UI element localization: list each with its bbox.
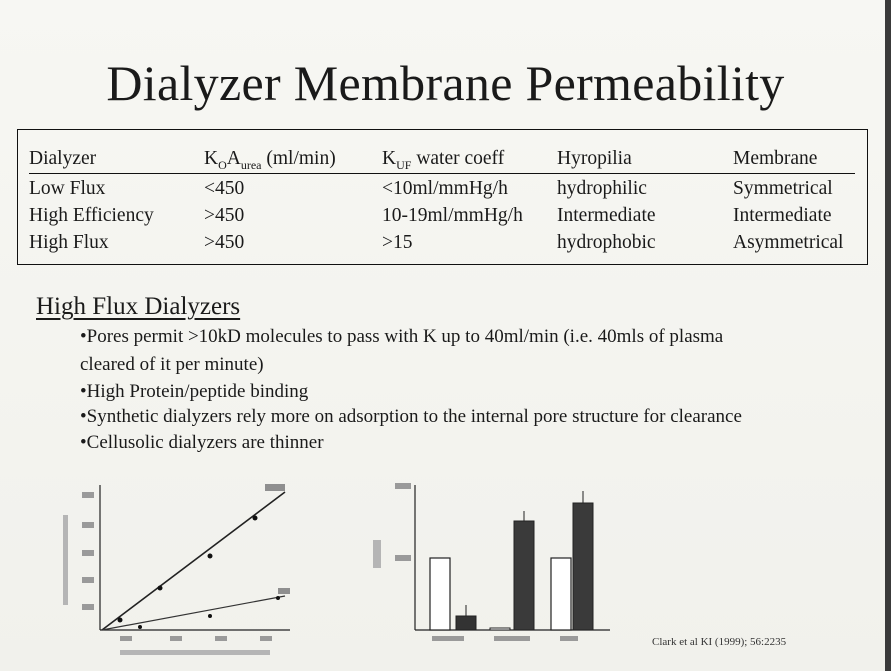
row1-kuf: <10ml/mmHg/h (382, 178, 508, 199)
page-title: Dialyzer Membrane Permeability (106, 55, 785, 111)
row3-hyropilia: hydrophobic (557, 232, 656, 253)
line-plot-xlabel-smudge (120, 650, 270, 655)
line-plot-axes (100, 485, 290, 630)
row3-kuf: >15 (382, 232, 413, 253)
section-heading: High Flux Dialyzers (36, 293, 241, 320)
line-plot-ytick-smudges (82, 492, 94, 610)
line-plot-xtick-smudges (120, 636, 272, 641)
bullet-pores: •Pores permit >10kD molecules to pass with K up to 40ml/min (i.e. 40mls of plasma (80, 326, 724, 347)
row2-dialyzer: High Efficiency (29, 205, 154, 226)
row1-membrane: Symmetrical (733, 178, 833, 199)
line-plot-figure (60, 470, 310, 665)
bar-1-open (430, 558, 450, 630)
bullet-cellulosic-thinner: •Cellusolic dialyzers are thinner (80, 432, 324, 453)
header-hyropilia: Hyropilia (557, 148, 632, 169)
bar-plot-figure (370, 475, 620, 665)
header-koa-units: (ml/min) (261, 148, 336, 169)
row3-membrane: Asymmetrical (733, 232, 844, 253)
line-plot-lower-series (102, 596, 285, 630)
row2-koa: >450 (204, 205, 245, 226)
bar-2-open (490, 628, 510, 630)
row1-dialyzer: Low Flux (29, 178, 106, 199)
line-plot-lower-label-smudge (278, 588, 290, 594)
header-kuf-rest: water coeff (411, 148, 505, 169)
bullet-synthetic-adsorption: •Synthetic dialyzers rely more on adsorption to the internal pore structure for clearance (80, 406, 742, 427)
bar-3-open (551, 558, 571, 630)
line-plot-ylabel-smudge (63, 515, 68, 605)
header-kuf-sub-uf: UF (396, 158, 412, 172)
header-kuf (382, 148, 504, 170)
header-membrane: Membrane (733, 148, 818, 169)
header-koa-k: K (204, 148, 219, 169)
bar-2-filled (514, 521, 534, 630)
header-kuf-k: K (382, 148, 397, 169)
header-dialyzer: Dialyzer (29, 148, 97, 169)
line-plot-upper-label-smudge (265, 484, 285, 491)
row2-kuf: 10-19ml/mmHg/h (382, 205, 523, 226)
bullet-protein-binding: •High Protein/peptide binding (80, 381, 309, 402)
header-koa-sub-urea: urea (240, 158, 262, 172)
bar-plot-ytick-smudges (395, 483, 411, 561)
bar-3-filled (573, 503, 593, 630)
header-koa-a: A (226, 148, 241, 169)
citation: Clark et al KI (1999); 56:2235 (652, 636, 787, 648)
bar-plot-ylabel-smudge (373, 540, 381, 568)
row2-hyropilia: Intermediate (557, 205, 656, 226)
header-koa-sub-o: O (218, 158, 227, 172)
header-koa (204, 148, 336, 170)
row2-membrane: Intermediate (733, 205, 832, 226)
row3-koa: >450 (204, 232, 245, 253)
bar-plot-category-smudges (432, 636, 578, 641)
line-plot-upper-series (102, 492, 285, 630)
bullet-pores-continued: cleared of it per minute) (80, 354, 264, 375)
header-underline (29, 173, 855, 174)
row1-hyropilia: hydrophilic (557, 178, 647, 199)
row3-dialyzer: High Flux (29, 232, 109, 253)
row1-koa: <450 (204, 178, 245, 199)
bar-1-filled (456, 616, 476, 630)
permeability-table (17, 129, 868, 265)
